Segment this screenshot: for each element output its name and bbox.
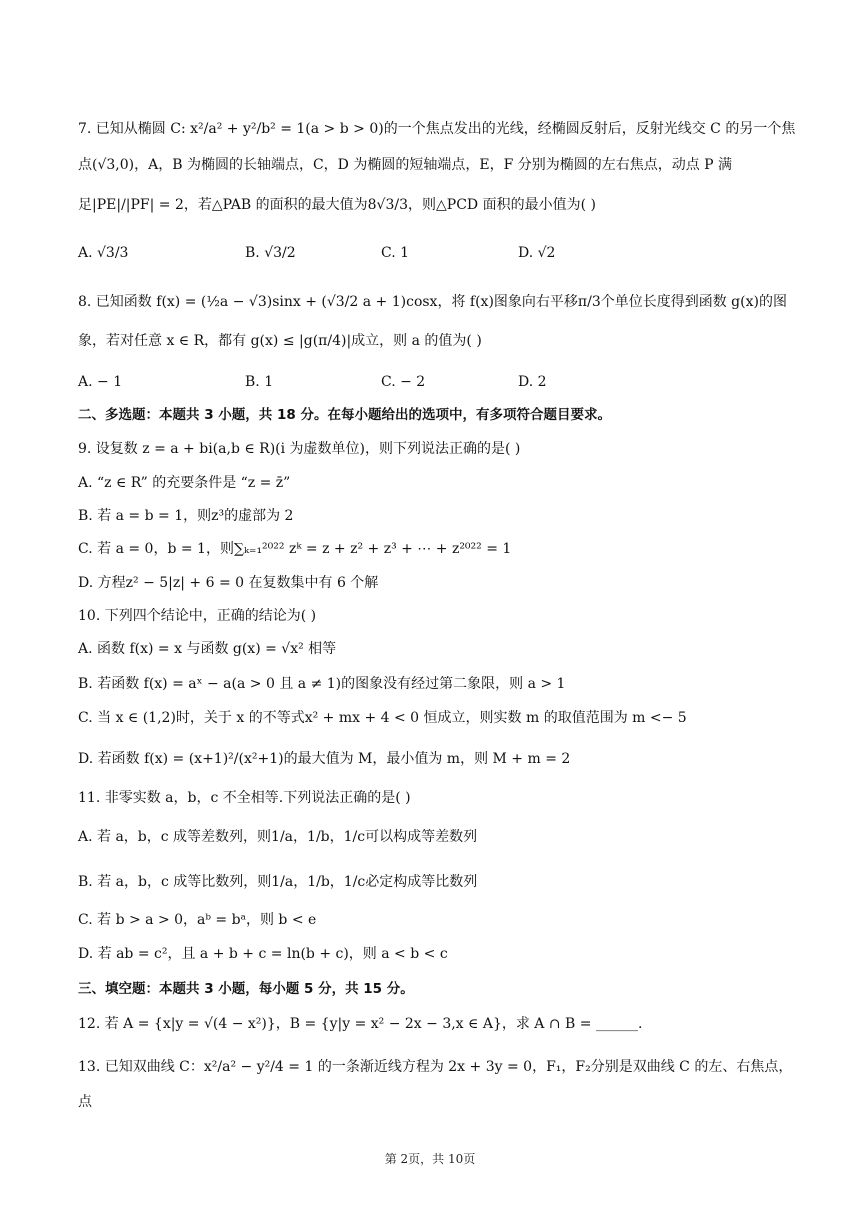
q7-option-d: D. √2 <box>518 245 556 261</box>
q10-option-a: A. 函数 f(x) = x 与函数 g(x) = √x² 相等 <box>78 641 337 657</box>
q9-option-b: B. 若 a = b = 1，则z³的虚部为 2 <box>78 508 294 524</box>
q13-line1: 13. 已知双曲线 C：x²/a² − y²/4 = 1 的一条渐近线方程为 2x + 3y = 0，F₁，F₂分别是双曲线 C 的左、右焦点， <box>78 1059 793 1075</box>
q7-option-a: A. √3/3 <box>78 245 129 261</box>
q9-option-d: D. 方程z² − 5|z| + 6 = 0 在复数集中有 6 个解 <box>78 575 379 591</box>
q13-line2: 点 <box>78 1094 92 1110</box>
q7-line1: 7. 已知从椭圆 C: x²/a² + y²/b² = 1(a > b > 0)的一个焦点发出的光线，经椭圆反射后，反射光线交 C 的另一个焦 <box>78 121 796 137</box>
q8-line2: 象，若对任意 x ∈ R，都有 g(x) ≤ |g(π/4)|成立，则 a 的值为( ) <box>78 333 482 349</box>
q11-stem: 11. 非零实数 a，b，c 不全相等.下列说法正确的是( ) <box>78 790 411 806</box>
q8-option-c: C. − 2 <box>381 374 426 390</box>
q11-option-b: B. 若 a，b，c 成等比数列，则1/a，1/b，1/c必定构成等比数列 <box>78 874 478 890</box>
q12-text: 12. 若 A = {x|y = √(4 − x²)}，B = {y|y = x² − 2x − 3,x ∈ A}，求 A ∩ B = ______. <box>78 1016 643 1032</box>
q8-option-d: D. 2 <box>518 374 547 390</box>
page-footer: 第 2页，共 10页 <box>384 1152 476 1166</box>
q10-stem: 10. 下列四个结论中，正确的结论为( ) <box>78 608 317 624</box>
q7-line2: 点(√3,0)，A，B 为椭圆的长轴端点，C，D 为椭圆的短轴端点，E，F 分别为椭圆的左右焦点，动点 P 满 <box>78 157 733 173</box>
q7-line3: 足|PE|/|PF| = 2，若△PAB 的面积的最大值为8√3/3，则△PCD 面积的最小值为( ) <box>78 197 596 213</box>
q8-option-a: A. − 1 <box>78 374 123 390</box>
section-2-heading: 二、多选题：本题共 3 小题，共 18 分。在每小题给出的选项中，有多项符合题目要求。 <box>78 407 611 423</box>
q8-option-b: B. 1 <box>245 374 274 390</box>
q11-option-a: A. 若 a，b，c 成等差数列，则1/a，1/b，1/c可以构成等差数列 <box>78 829 478 845</box>
q7-option-c: C. 1 <box>381 245 410 261</box>
q10-option-c: C. 当 x ∈ (1,2)时，关于 x 的不等式x² + mx + 4 < 0 恒成立，则实数 m 的取值范围为 m <− 5 <box>78 710 687 726</box>
section-3-heading: 三、填空题：本题共 3 小题，每小题 5 分，共 15 分。 <box>78 981 414 997</box>
q7-option-b: B. √3/2 <box>245 245 296 261</box>
q9-stem: 9. 设复数 z = a + bi(a,b ∈ R)(i 为虚数单位)，则下列说法正确的是( ) <box>78 441 521 457</box>
q9-option-a: A. “z ∈ R” 的充要条件是 “z = z̄” <box>78 475 291 491</box>
q11-option-d: D. 若 ab = c²，且 a + b + c = ln(b + c)，则 a < b < c <box>78 946 448 962</box>
q10-option-b: B. 若函数 f(x) = aˣ − a(a > 0 且 a ≠ 1)的图象没有经过第二象限，则 a > 1 <box>78 676 566 692</box>
q9-option-c: C. 若 a = 0，b = 1，则∑ₖ₌₁²⁰²² zᵏ = z + z² + z³ + ⋯ + z²⁰²² = 1 <box>78 541 512 557</box>
q10-option-d: D. 若函数 f(x) = (x+1)²/(x²+1)的最大值为 M，最小值为 m，则 M + m = 2 <box>78 751 571 767</box>
q11-option-c: C. 若 b > a > 0，aᵇ = bᵃ，则 b < e <box>78 912 317 928</box>
q8-line1: 8. 已知函数 f(x) = (½a − √3)sinx + (√3/2 a + 1)cosx，将 f(x)图象向右平移π/3个单位长度得到函数 g(x)的图 <box>78 294 787 310</box>
